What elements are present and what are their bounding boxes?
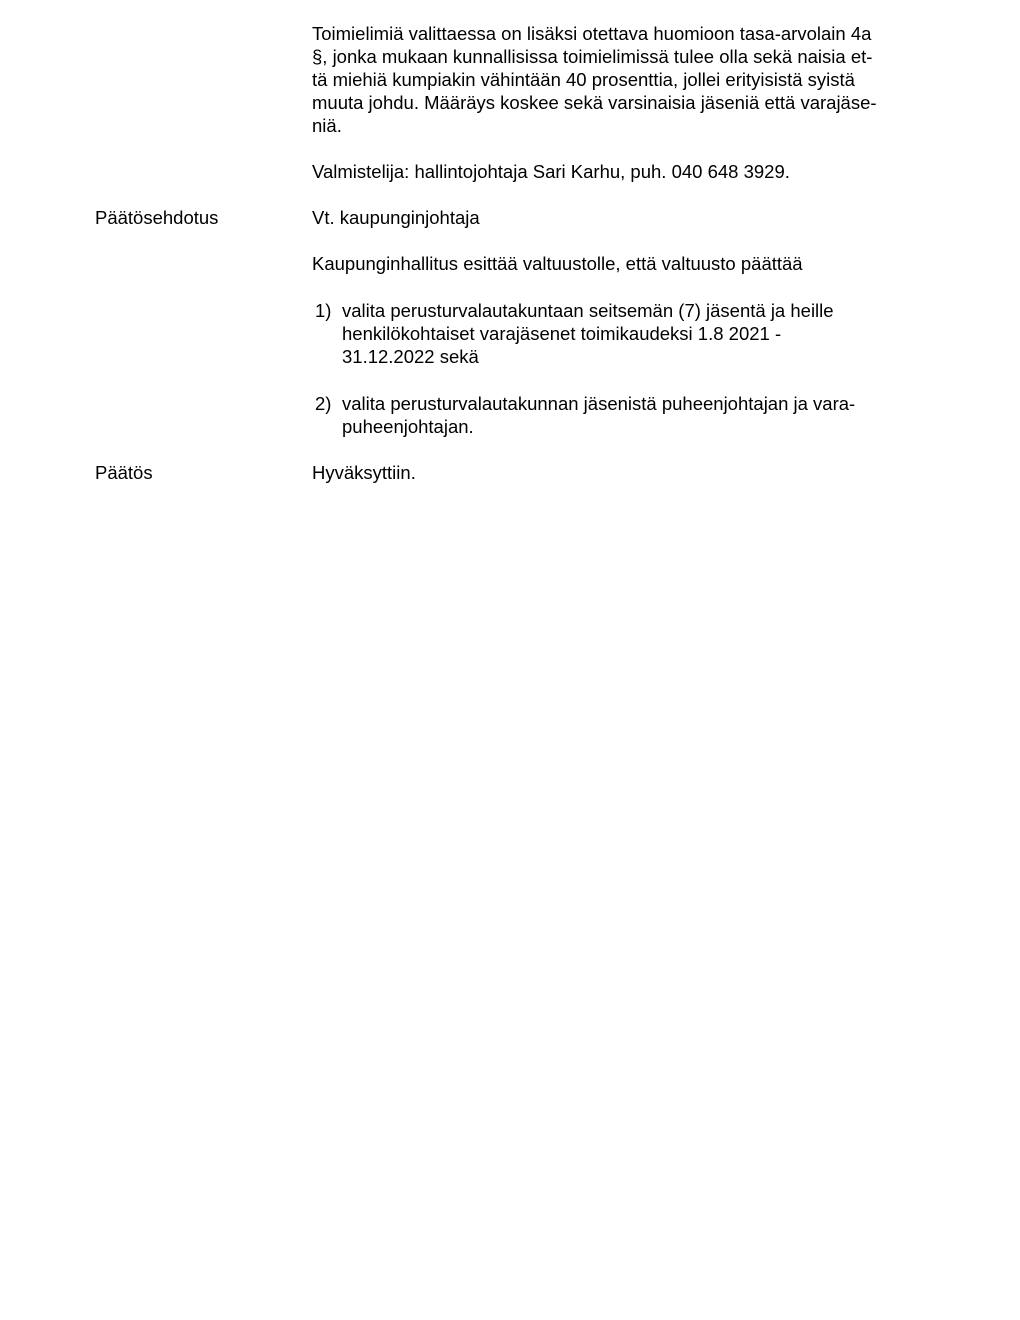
intro-line: niä. [312,115,342,136]
list-item-text [342,392,855,438]
intro-line: muuta johdu. Määräys koskee sekä varsinaisia jäseniä että varajäse- [312,92,877,113]
statement-text: Kaupunginhallitus esittää valtuustolle, että valtuusto päättää [312,253,803,274]
decision-label: Päätös [95,462,153,483]
preparer-info [312,160,924,183]
proposal-statement [312,252,924,275]
list-item-line: puheenjohtajan. [342,416,474,437]
preparer-text: Valmistelija: hallintojohtaja Sari Karhu, puh. 040 648 3929. [312,161,790,182]
proposer-text: Vt. kaupunginjohtaja [312,207,480,228]
list-item-line: henkilökohtaiset varajäsenet toimikaudeksi 1.8 2021 - [342,323,782,344]
proposal-proposer [312,206,924,229]
intro-paragraph [312,22,924,137]
intro-line: tä miehiä kumpiakin vähintään 40 prosenttia, jollei erityisistä syistä [312,69,855,90]
decision-text: Hyväksyttiin. [312,462,416,483]
list-item-number: 2) [315,393,332,414]
intro-line: Toimielimiä valittaessa on lisäksi otettava huomioon tasa-arvolain 4a [312,23,872,44]
proposal-label: Päätösehdotus [95,207,219,228]
intro-line: §, jonka mukaan kunnallisissa toimielimissä tulee olla sekä naisia et- [312,46,873,67]
list-item-line: valita perusturvalautakuntaan seitsemän (7) jäsentä ja heille [342,300,834,321]
list-item-line: valita perusturvalautakunnan jäsenistä puheenjohtajan ja vara- [342,393,856,414]
decision-content [312,461,924,484]
list-item-line: 31.12.2022 sekä [342,346,479,367]
list-item-number: 1) [315,300,332,321]
list-item-text [342,299,834,368]
